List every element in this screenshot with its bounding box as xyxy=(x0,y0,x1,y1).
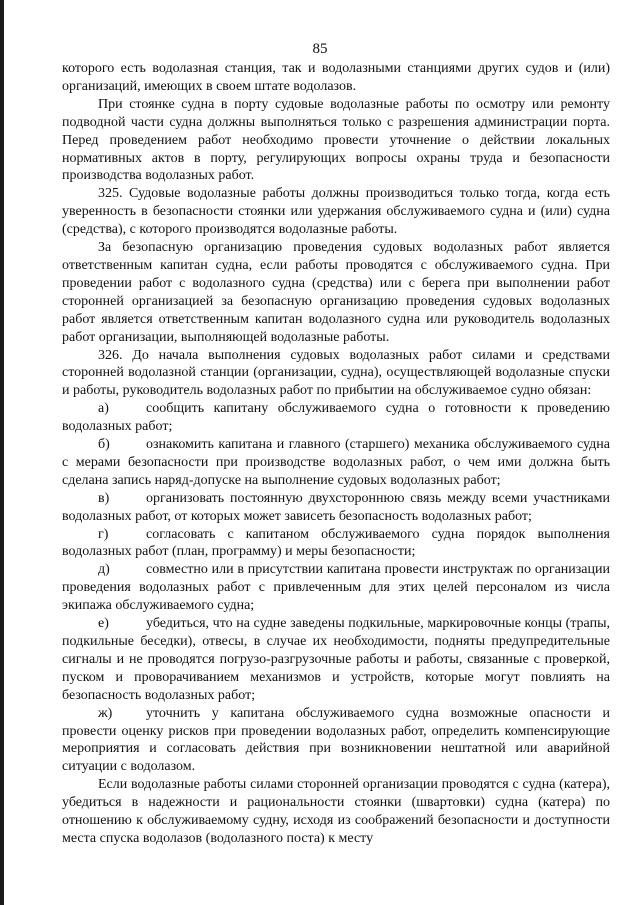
paragraph: Если водолазные работы силами сторонней организации проводятся с судна (катера), убедиться в надежности и рациональности стоянки (швартовки) судна (катера) по отношению к обслуживаемому судну, исходя из соображений безопасности и доступности места спуска водолазов (водолазного поста) к месту xyxy=(62,777,610,846)
list-item-text: уточнить у капитана обслуживаемого судна возможные опасности и провести оценку рисков при проведении водолазных работ, определить компенсирующие мероприятия и согласовать действия при возникновении нештатной или аварийной ситуации с водолазом. xyxy=(62,705,610,775)
paragraph-continuation: которого есть водолазная станция, так и водолазными станциями других судов и (или) организаций, имеющих в своем штате водолазов. xyxy=(62,61,610,94)
list-item-text: убедиться, что на судне заведены подкильные, маркировочные концы (трапы, подкильные беседки), отвесы, в случае их необходимости, подняты предупредительные сигналы и не проводятся погрузо-разгрузочные работы и работы, связанные с проверкой, пуском и проворачиванием механизмов и устройств, которые могут повлиять на безопасность водолазных работ; xyxy=(62,616,610,703)
document-body xyxy=(62,60,610,848)
list-item xyxy=(62,400,610,436)
list-item xyxy=(62,436,610,490)
list-item-marker: а) xyxy=(98,401,109,417)
paragraph: 325. Судовые водолазные работы должны производиться только тогда, когда есть уверенность в безопасности стоянки или удержания обслуживаемого судна и (или) судна (средства), с которого производятся водолазные работы. xyxy=(62,186,610,238)
list-item-text: ознакомить капитана и главного (старшего) механика обслуживаемого судна с мерами безопасности при производстве водолазных работ, о чем ими должна быть сделана запись наряд-допуске на выполнение судовых водолазных работ; xyxy=(62,437,610,488)
scan-edge-shadow xyxy=(0,0,4,905)
list-item xyxy=(62,526,610,562)
list-item xyxy=(62,615,610,705)
list-item-marker: е) xyxy=(98,616,109,632)
paragraph: За безопасную организацию проведения судовых водолазных работ является ответственным капитан судна, если работы проводятся с обслуживаемого судна. При проведении работ с водолазного судна (средства) или с берега при выполнении работ сторонней организацией за безопасную организацию проведения судовых водолазных работ является ответственным капитан водолазного судна или руководитель водолазных работ организации, выполняющей водолазные работы. xyxy=(62,240,610,345)
list-item-marker: г) xyxy=(98,526,109,542)
list-item-marker: б) xyxy=(98,437,110,453)
list-item xyxy=(62,705,610,777)
list-item xyxy=(62,561,610,615)
paragraph: 326. До начала выполнения судовых водолазных работ силами и средствами сторонней водолазной станции (организации, судна), осуществляющей водолазные спуски и работы, руководитель водолазных работ по прибытии на обслуживаемое судно обязан: xyxy=(62,347,610,399)
list-item-marker: ж) xyxy=(98,705,113,721)
list-item-text: согласовать с капитаном обслуживаемого судна порядок выполнения водолазных работ (план, программу) и меры безопасности; xyxy=(62,526,610,560)
list-item-marker: д) xyxy=(98,562,110,578)
paragraph: При стоянке судна в порту судовые водолазные работы по осмотру или ремонту подводной части судна должны выполняться только с разрешения администрации порта. Перед проведением работ необходимо провести уточнение о действии локальных нормативных актов в порту, регулирующих вопросы охраны труда и безопасности производства водолазных работ. xyxy=(62,96,610,184)
list-item xyxy=(62,490,610,526)
list-item-text: совместно или в присутствии капитана провести инструктаж по организации проведения водолазных работ с привлеченным для этих целей персоналом из числа экипажа обслуживаемого судна; xyxy=(62,562,610,614)
page-number: 85 xyxy=(312,41,328,57)
list-item-marker: в) xyxy=(98,490,110,506)
list-item-text: организовать постоянную двухстороннюю связь между всеми участниками водолазных работ, от которых может зависеть безопасность водолазных работ; xyxy=(62,490,610,524)
list-item-text: сообщить капитану обслуживаемого судна о готовности к проведению водолазных работ; xyxy=(62,401,610,435)
